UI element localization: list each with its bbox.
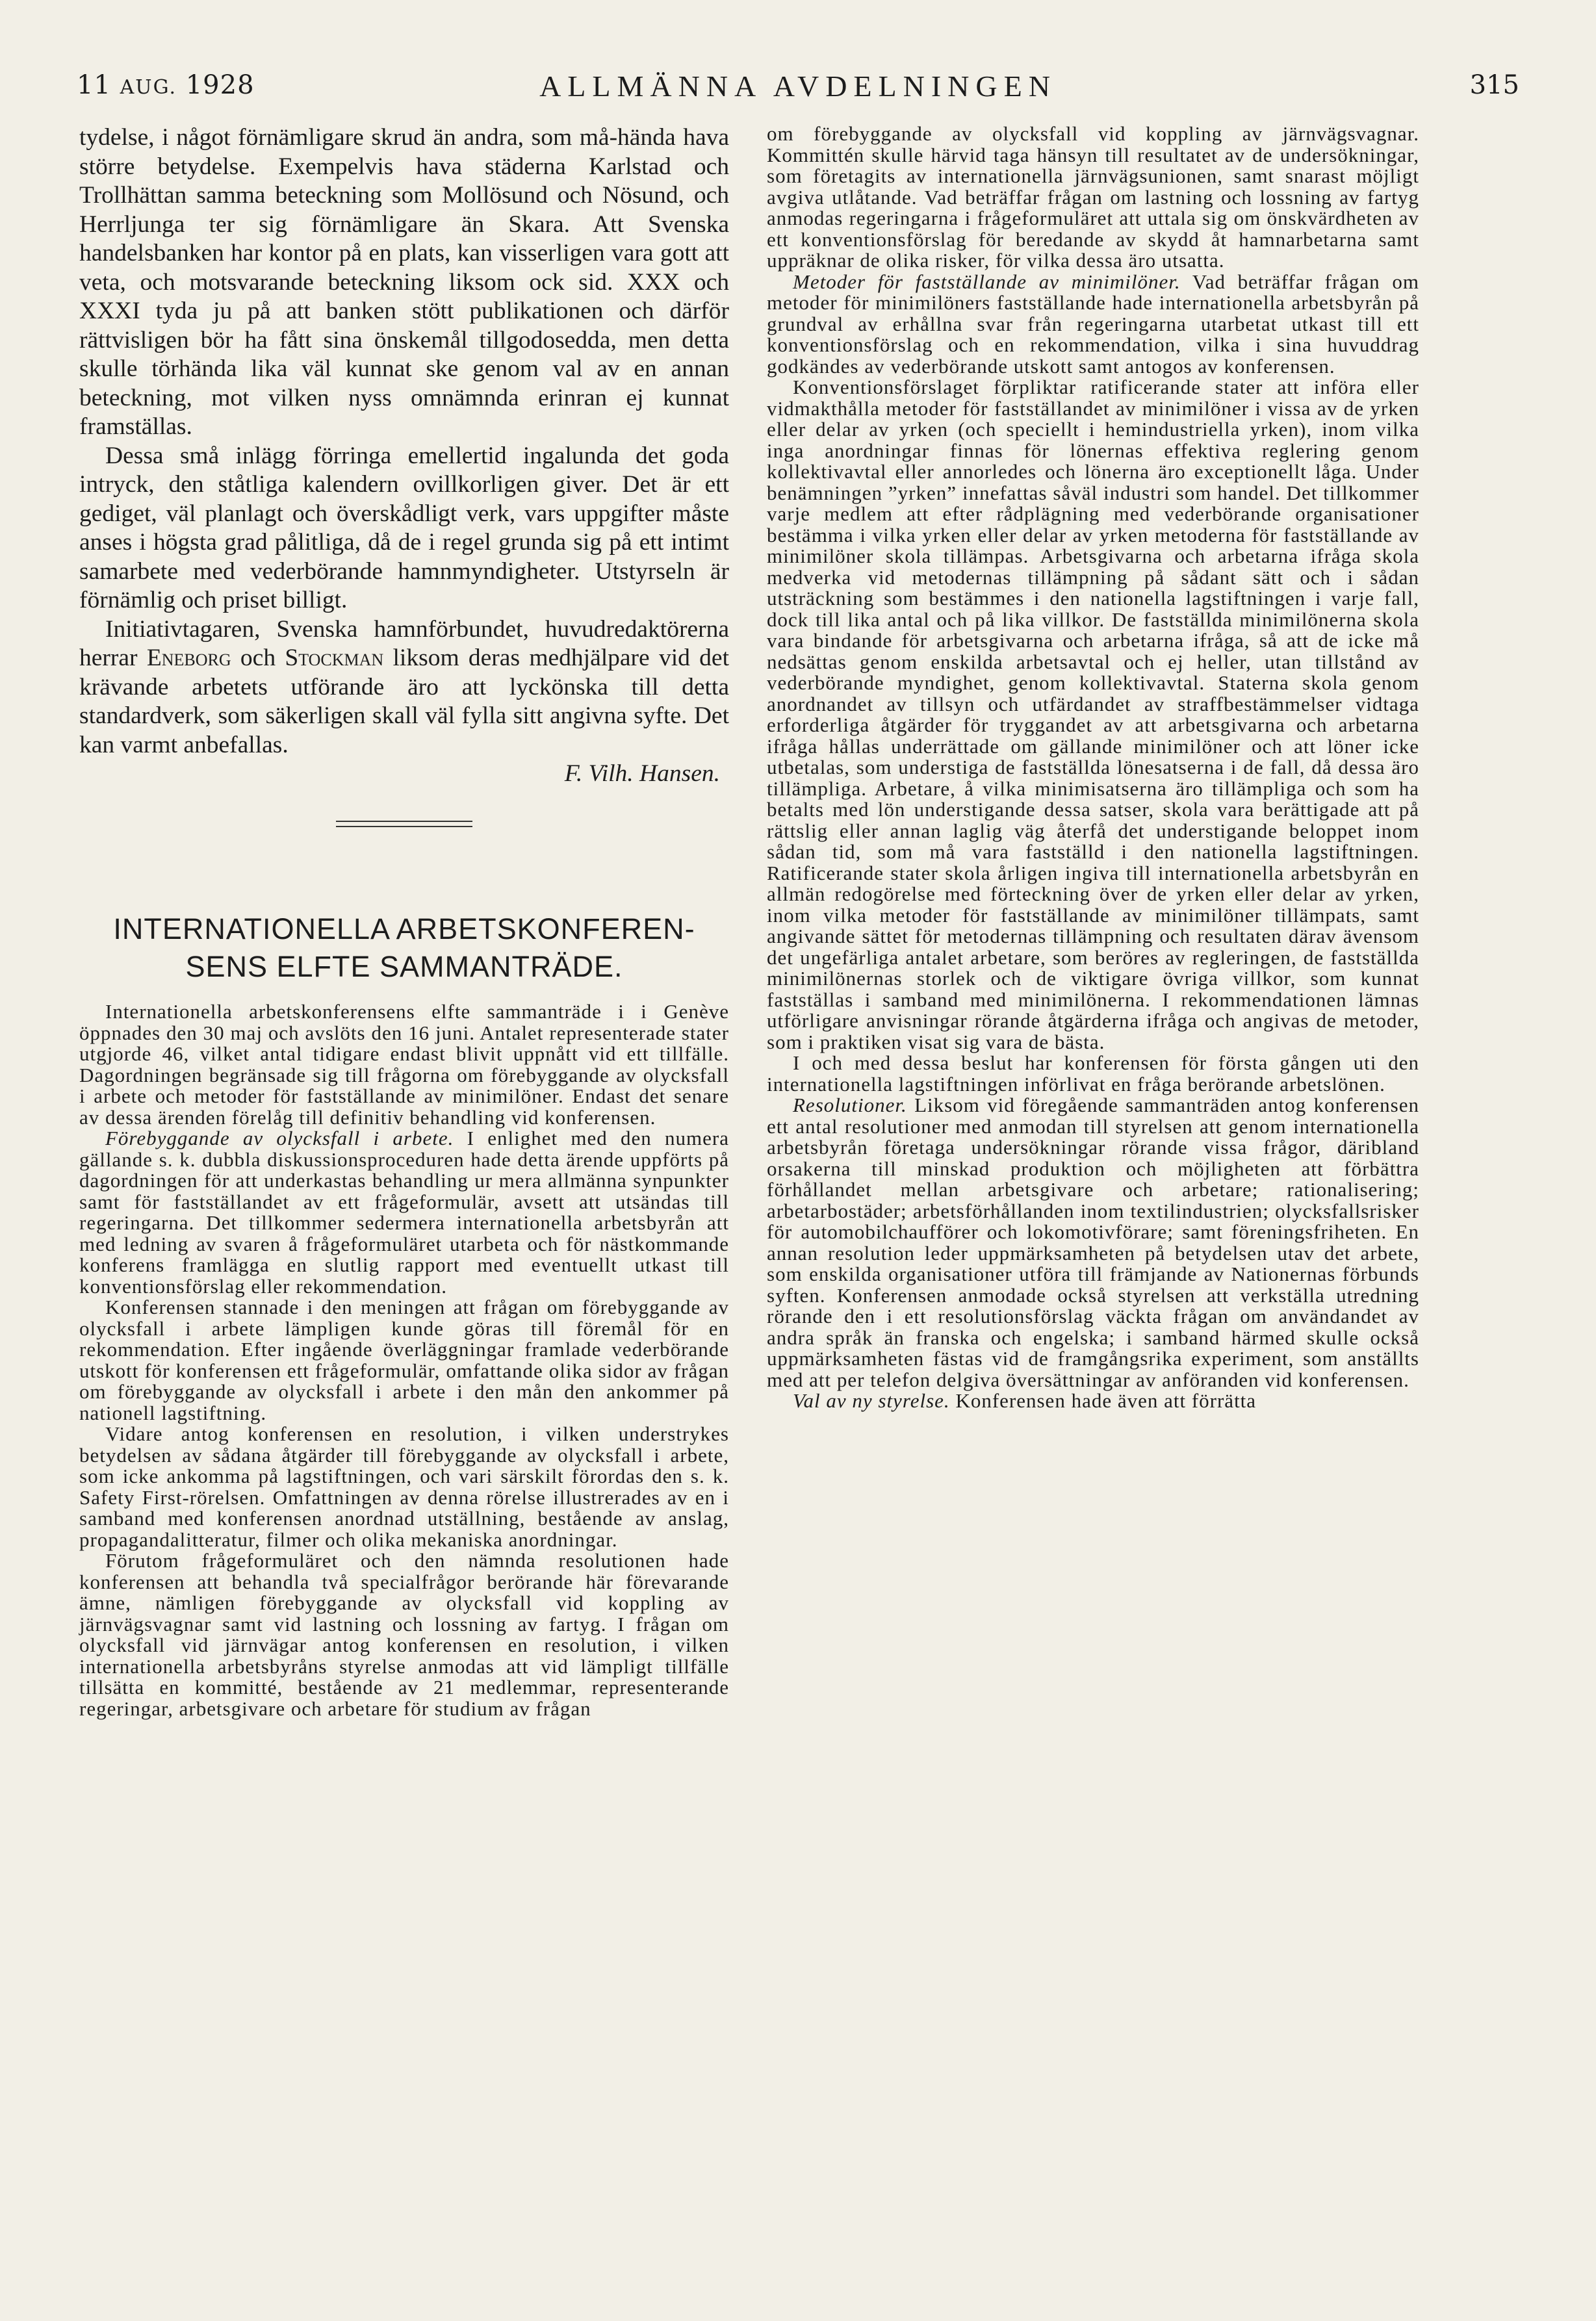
- article-paragraph: Förebyggande av olycksfall i arbete. I enlighet med den numera gällande s. k. dubbla diskussionsproceduren hade detta ärende uppförts på dagordningen för att underkastas behandling ur mera allmänna synpunkter samt för fastställandet av ett frågeformulär, avsett att utsändas till regeringarna. Det tillkommer sedermera internationella arbetsbyrån att med ledning av svaren å frågeformuläret utarbeta och för nästkommande konferens framlägga en slutlig rapport med eventuellt utkast till konventionsförslag eller rekommendation.: [79, 1127, 729, 1298]
- subheading-inline: Metoder för fastställande av minimilöner.: [793, 270, 1181, 293]
- right-column: [767, 123, 1419, 1412]
- editor-name: Stockman: [285, 645, 384, 671]
- article-text-left: [79, 1001, 729, 1719]
- article-paragraph: Konferensen stannade i den meningen att frågan om förebyggande av olycksfall i arbete lämpligen kunde göras till föremål för en rekommendation. Efter ingående överläggningar framlade vederbörande utskott för konferensen ett frågeformulär, omfattande olika sidor av frågan om förebyggande av olycksfall i arbete i den mån den ankommer på nationell lagstiftning.: [79, 1296, 729, 1424]
- article-paragraph: Resolutioner. Liksom vid föregående sammanträden antog konferensen ett antal resolutioner med anmodan till styrelsen att genom internationella arbetsbyrån företaga undersökningar rörande vissa frågor, däribland orsakerna till minskad produktion och möjligheten att förbättra förhållandet mellan arbetsgivare och arbetare; rationalisering; arbetarbostäder; arbetsförhållanden inom textilindustrien; olycksfallsrisker för automobilchaufförer och lokomotivförare; samt föreningsfriheten. En annan resolution leder uppmärksamheten på betydelsen utav det arbete, som enskilda organisationer utföra till främjande av Nationernas förbunds syften. Konferensen anmodade också styrelsen att verkställa utredning rörande den i ett resolutionsförslag väckta frågan om användandet av andra språk än franska och engelska; i samband härmed skulle också uppmärksamheten fästas vid de framgångsrika experiment, som anställts med att per telefon delgiva översättningar av anföranden vid konferensen.: [767, 1094, 1419, 1391]
- article-paragraph: Konventionsförslaget förpliktar ratificerande stater att införa eller vidmakthålla metoder för fastställandet av minimilöner i vissa av de yrken eller delar av yrken (och speciellt i hemindustriella yrken), inom vilka inga anordningar finnas för lönernas effektiva reglering genom kollektivavtal eller annorledes och lönerna äro exceptionellt låga. Under benämningen ”yrken” innefattas såväl industri som handel. Det tillkommer varje medlem att efter rådplägning med vederbörande organisationer bestämma i vilka yrken eller delar av yrken metoderna för fastställande av minimilöner skola tillämpas. Arbetsgivarna och arbetarna ifråga skola medverka vid metodernas tillämpning på sådant sätt och i sådan utsträckning som bestämmes i den nationella lagstiftningen i varje fall, dock till lika antal och på lika villkor. De fastställda minimilönerna skola vara bindande för arbetsgivarna och arbetarna ifråga, så att de icke må nedsättas genom enskilda arbetsavtal och ej heller, utan tillstånd av vederbörande myndighet, genom kollektivavtal. Staterna skola genom anordnandet av tillsyn och utfärdandet av straffbestämmelser vidtaga erforderliga åtgärder för tryggandet av att arbetsgivarna och arbetarna ifråga hållas underrättade om gällande minimilöner och att löner icke utbetalas, som understiga de fastställda lönesatserna i de fall, då dessa äro tillämpliga. Arbetare, å vilka minimisatserna äro tillämpliga och som ha betalts med lön understigande dessa satser, skola vara berättigade att på rättslig eller annan laglig väg återfå det understigande beloppet inom sådan tid, som må vara fastställd i den nationella lagstiftningen. Ratificerande stater skola årligen ingiva till internationella arbetsbyrån en allmän redogörelse med förteckning över de yrken eller delar av yrken, inom vilka metoder för fastställande av minimilöner tillämpats, samt angivande sättet för metodernas tillämpning och resultaten därav ävensom det ungefärliga antalet arbetare, som beröres av regleringen, de fastställda minimilönernas storlek och de viktigare övriga villkor, som kunnat fastställas i samband med minimilönerna. I rekommendationen lämnas utförligare anvisningar rörande åtgärderna ifråga och angivas de metoder, som i praktiken visat sig vara de bästa.: [767, 376, 1419, 1053]
- article-paragraph: Val av ny styrelse. Konferensen hade även att förrätta: [793, 1389, 1257, 1412]
- review-paragraph: Initiativtagaren, Svenska hamnförbundet, huvudredaktörerna herrar Eneborg och Stockman liksom deras medhjälpare vid det krävande arbetets utförande äro att lyckönska till detta standardverk, som säkerligen skall väl fylla sitt angivna syfte. Det kan varmt anbefallas.: [79, 615, 729, 758]
- article-title: INTERNATIONELLA ARBETSKONFEREN- SENS ELFTE SAMMANTRÄDE.: [113, 912, 695, 983]
- left-column: [79, 123, 729, 1719]
- article-paragraph: Internationella arbetskonferensens elfte sammanträde i i Genève öppnades den 30 maj och avslöts den 16 juni. Antalet representerade stater utgjorde 46, vilket antal tidigare endast blivit uppnått vid ett tillfälle. Dagordningen begränsade sig till frågorna om förebyggande av olycksfall i arbete och metoder för fastställande av minimilöner. Endast det senare av dessa ärenden förelåg till definitiv behandling vid konferensen.: [79, 1000, 729, 1129]
- review-text: [79, 123, 729, 788]
- subheading-inline: Resolutioner.: [793, 1094, 907, 1116]
- article-paragraph: Metoder för fastställande av minimilöner. Vad beträffar frågan om metoder för minimilöners fastställande hade internationella arbetsbyrån på grundval av erhållna svar från regeringarna utarbetat utkast till ett konventionsförslag och en rekommendation, vilka i sina huvuddrag godkändes av vederbörande utskott samt antogos av konferensen.: [767, 270, 1419, 378]
- review-paragraph: Dessa små inlägg förringa emellertid ingalunda det goda intryck, den ståtliga kalendern ovillkorligen giver. Det är ett gediget, väl planlagt och överskådligt verk, vars uppgifter måste anses i högsta grad pålitliga, då de i regel grunda sig på ett intimt samarbete med vederbörande hamnmyndigheter. Utstyrseln är förnämlig och priset billigt.: [79, 442, 729, 613]
- article-text-right: [767, 123, 1419, 1412]
- editor-name: Eneborg: [146, 645, 231, 671]
- page-header: [77, 62, 1519, 108]
- double-rule-divider: [336, 821, 472, 827]
- section-heading: ALLMÄNNA AVDELNINGEN: [539, 70, 1057, 103]
- page-number: 315: [1469, 70, 1519, 100]
- subheading-inline: Förebyggande av olycksfall i arbete.: [105, 1127, 454, 1149]
- article-paragraph: Förutom frågeformuläret och den nämnda resolutionen hade konferensen att behandla två specialfrågor berörande här förevarande ämne, nämligen förebyggande av olycksfall vid koppling av järnvägsvagnar samt vid lastning och lossning av fartyg. I frågan om olycksfall vid järnvägar antog konferensen en resolution, i vilken internationella arbetsbyråns styrelse anmodas att vid lämpligt tillfälle tillsätta en kommitté, bestående av 21 medlemmar, representerande regeringar, arbetsgivare och arbetare för studium av frågan: [79, 1549, 729, 1720]
- subheading-inline: Val av ny styrelse.: [793, 1389, 950, 1412]
- issue-date: 11 AUG. 1928: [77, 70, 255, 100]
- article-paragraph: om förebyggande av olycksfall vid koppling av järnvägsvagnar. Kommittén skulle härvid taga hänsyn till resultatet av de undersökningar, som företagits av internationella järnvägsunionen, samt snarast möjligt avgiva utlåtande. Vad beträffar frågan om lastning och lossning av fartyg anmodas regeringarna i frågeformuläret att uttala sig om önskvärdheten av ett konventionsförslag för beredande av skydd åt hamnarbetarna samt uppräknar de olika risker, för vilka dessa äro utsatta.: [767, 122, 1419, 272]
- article-paragraph: I och med dessa beslut har konferensen för första gången uti den internationella lagstiftningen införlivat en fråga berörande arbetslönen.: [767, 1051, 1419, 1096]
- article-paragraph: Vidare antog konferensen en resolution, i vilken understrykes betydelsen av sådana åtgärder till förebyggande av olycksfall i arbete, som icke ankomma på lagstiftningen, och vari särskilt förordas den s. k. Safety First-rörelsen. Omfattningen av denna rörelse illustrerades av en i samband med konferensen anordnad utställning, bestående av anslag, propagandalitteratur, filmer och olika mekaniska anordningar.: [79, 1422, 729, 1551]
- review-paragraph: tydelse, i något förnämligare skrud än andra, som må-hända hava större betydelse. Exempelvis hava städerna Karlstad och Trollhättan samma beteckning som Mollösund och Nösund, och Herrljunga ter sig förnämligare än Skara. Att Svenska handelsbanken har kontor på en plats, kan visserligen vara gott att veta, och motsvarande beteckning liksom ock sid. XXX och XXXI tyda ju på att banken stött publikationen och därför rättvisligen bör ha fått sina önskemål tillgodosedda, men detta skulle törhända lika väl kunnat ske genom val av en annan beteckning, mot vilken nyss omnämnda erinran ej kunnat framställas.: [79, 124, 729, 440]
- review-signature: F. Vilh. Hansen.: [564, 760, 720, 787]
